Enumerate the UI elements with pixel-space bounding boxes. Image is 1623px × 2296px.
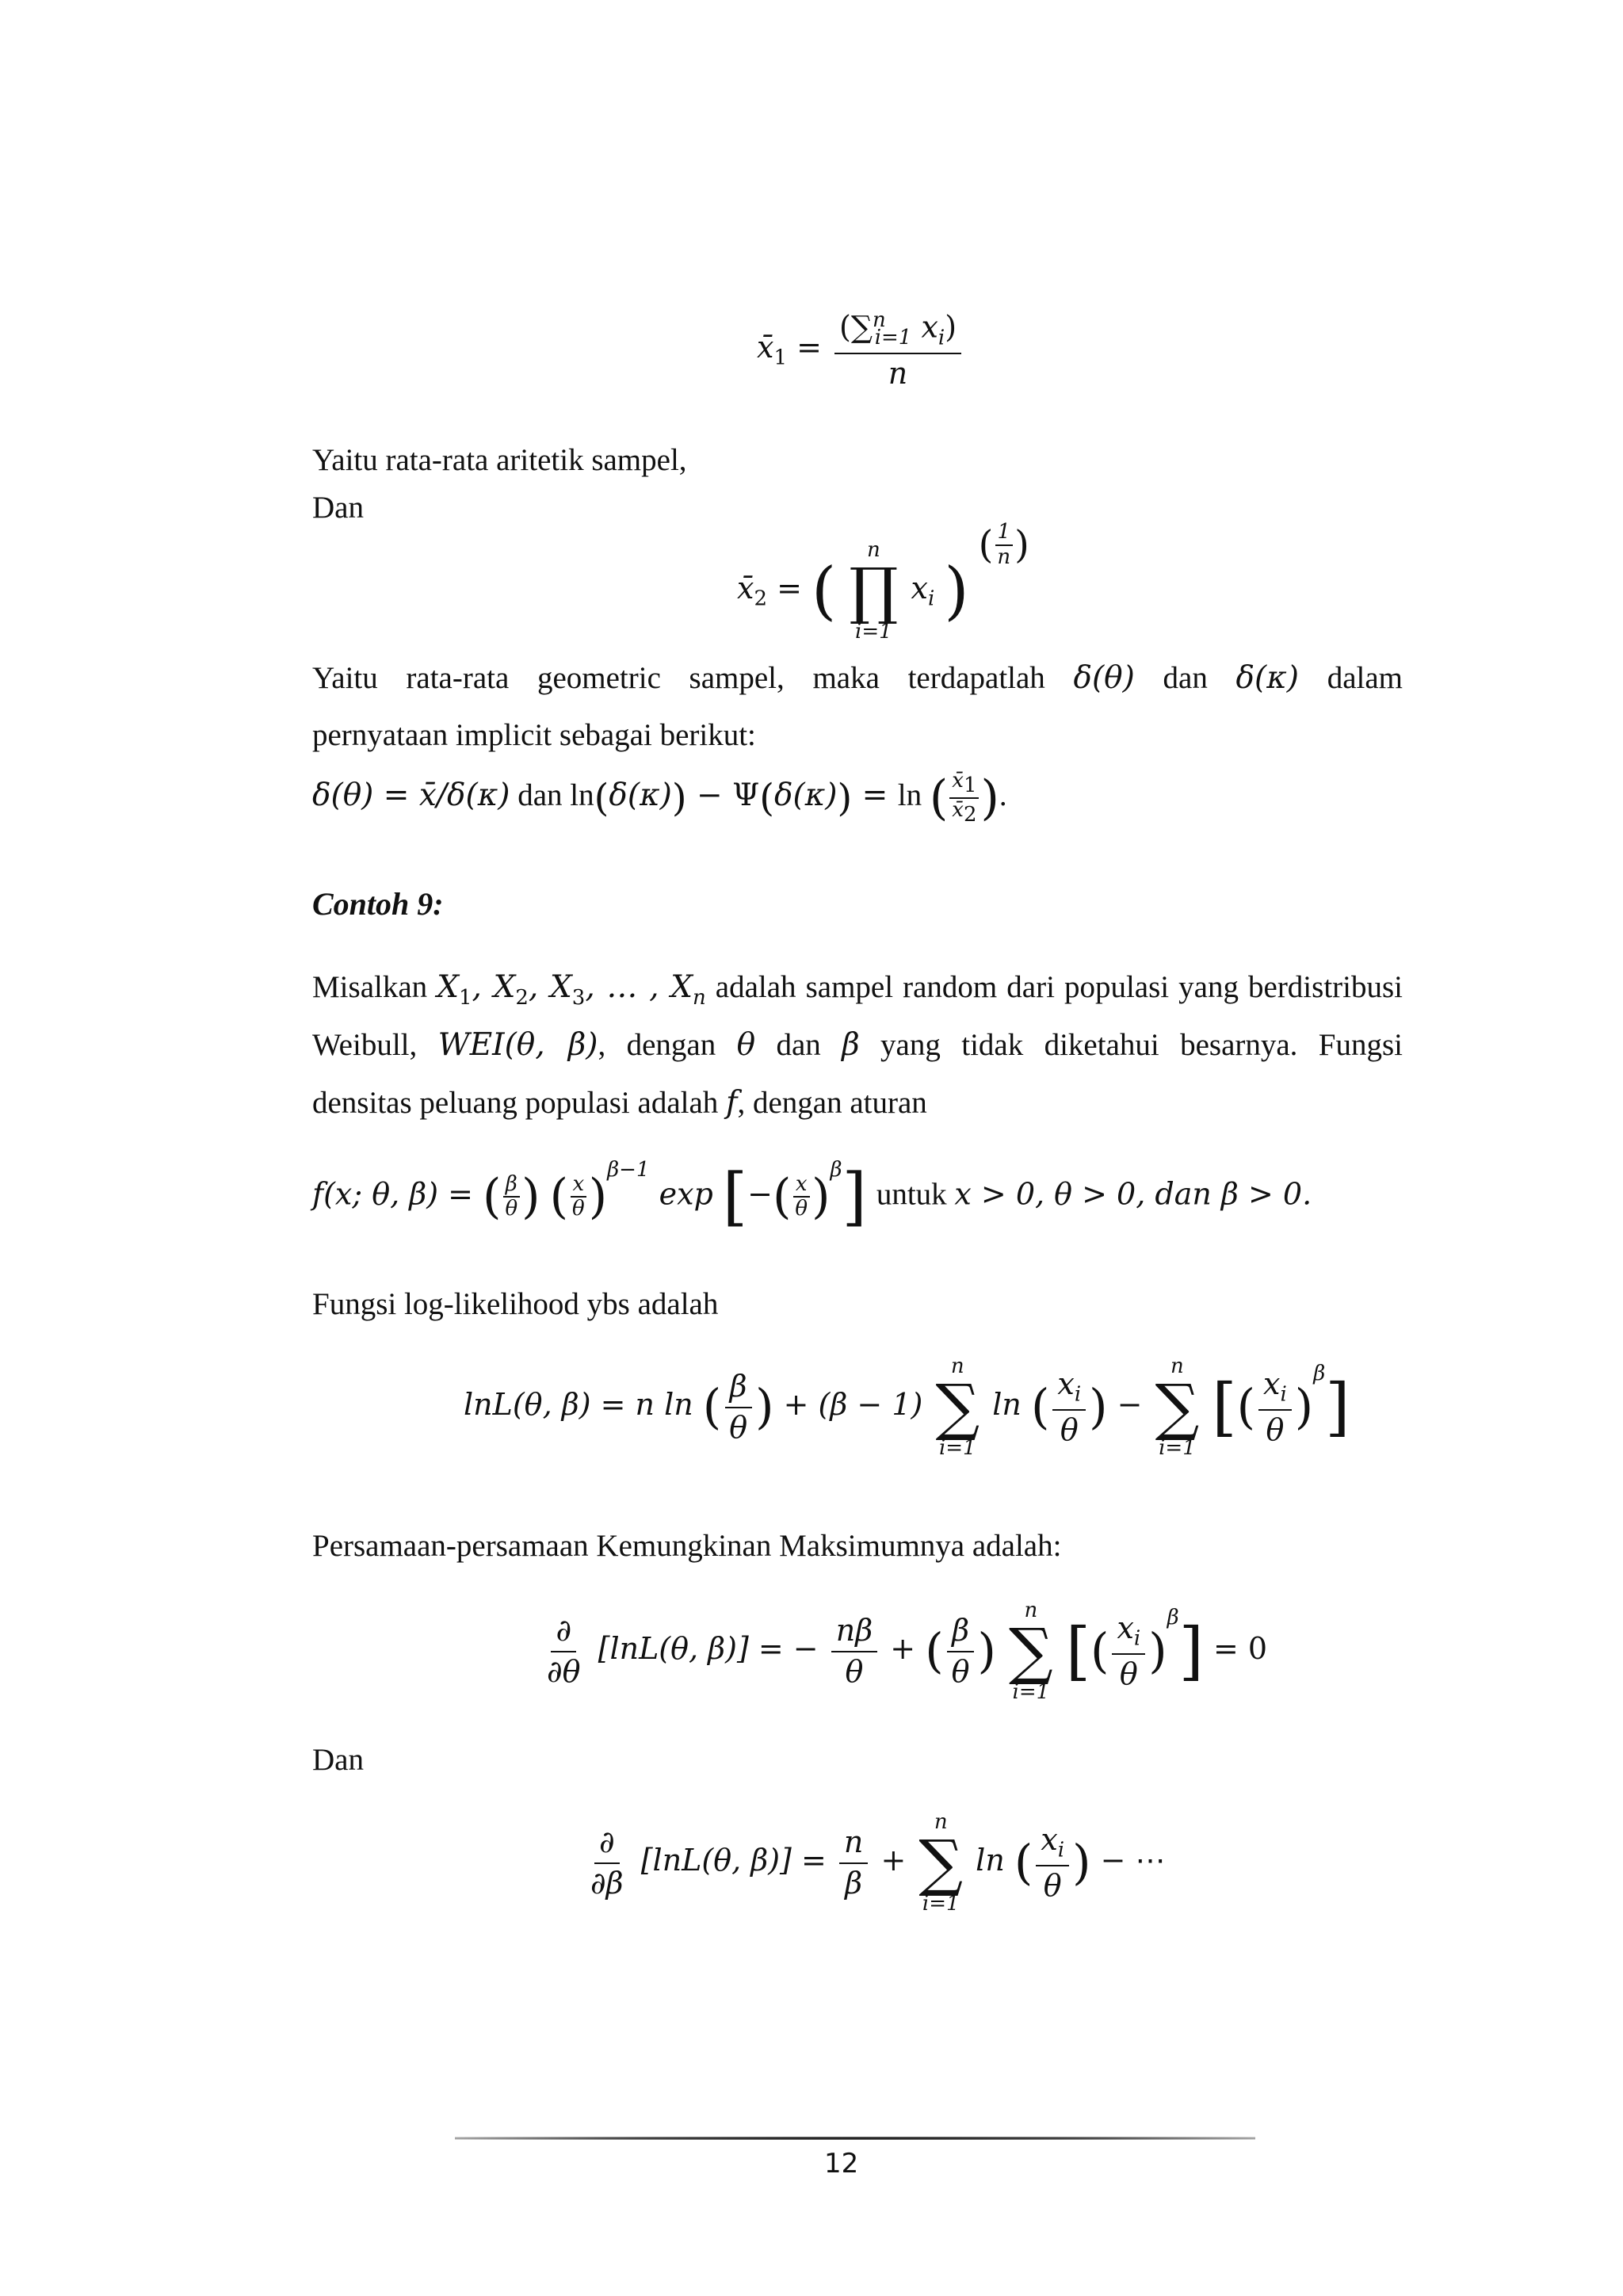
paragraph-arithmetic-mean: Yaitu rata-rata aritetik sampel, xyxy=(312,443,687,477)
equation-weibull-pdf: f(x; θ, β) = ( $\frac{\beta}{\theta}$ ) ( $\frac{x}{\theta}$ )$^{\beta-1}$ exp [−( $\frac{x}{\theta}$ )$^\beta$] untuk x > 0, θ > 0, dan β > 0. xyxy=(312,1157,1312,1233)
paragraph-misalkan-line2: Weibull, WEI(θ, β), dengan θ dan β yang tidak diketahui besarnya. Fungsi xyxy=(312,1027,1403,1063)
heading-contoh-9: Contoh 9: xyxy=(312,886,444,922)
equation-log-likelihood: lnL(θ, β) = n ln ( $\frac{\beta}{\theta}$ ) + (β − 1) n ∑ i=1 ln ( $\frac{x_i}{\theta}$ ) − n ∑ i=1 [( $\frac{x_i}{\theta}$ )$^\beta$] xyxy=(464,1354,1350,1460)
paragraph-dan-1: Dan xyxy=(312,491,364,525)
equation-partial-beta: $\frac{\partial}{\partial\beta}$ [lnL(θ, β)] = $\frac{n}{\beta}$ + n ∑ i=1 ln ( $\frac{x_i}{\theta}$ ) − ⋯ xyxy=(590,1810,1166,1916)
paragraph-misalkan-line3: densitas peluang populasi adalah f, dengan aturan xyxy=(312,1085,927,1121)
equation-partial-theta: $\frac{\partial}{\partial\theta}$ [lnL(θ, β)] = − $\frac{n\beta}{\theta}$ + ( $\frac{\beta}{\theta}$ ) n ∑ i=1 [( $\frac{x_i}{\theta}$ )$^\beta$] = 0 xyxy=(547,1599,1268,1704)
paragraph-implicit: pernyataan implicit sebagai berikut: xyxy=(312,718,756,752)
equation-mean-geometric: $x̄_2$ = ( n ∏ i=1 $x_i$ ) ( $\frac{1}{n}$ ) xyxy=(737,520,1029,644)
paragraph-log-likelihood: Fungsi log-likelihood ybs adalah xyxy=(312,1287,719,1321)
paragraph-geometric-mean: Yaitu rata-rata geometric sampel, maka terdapatlah δ(θ) dan δ(κ) dalam xyxy=(312,660,1403,696)
equation-implicit: δ(θ) = x̄/δ(κ) dan ln(δ(κ)) − Ψ(δ(κ)) = ln ( $\frac{x̄_1}{x̄_2}$ ). xyxy=(312,768,1007,827)
footer-rule xyxy=(455,2137,1255,2140)
equation-mean-arithmetic: $x̄_1$ = $\frac{(\sum^n_{i=1} x_i)}{n}$ xyxy=(757,309,964,391)
paragraph-misalkan-line1: Misalkan $X_1$, $X_2$, $X_3$, … , $X_n$ adalah sampel random dari populasi yang berdistribusi xyxy=(312,969,1403,1010)
page-number: 12 xyxy=(824,2148,859,2179)
paragraph-persamaan: Persamaan-persamaan Kemungkinan Maksimumnya adalah: xyxy=(312,1529,1062,1563)
paragraph-dan-2: Dan xyxy=(312,1743,364,1777)
